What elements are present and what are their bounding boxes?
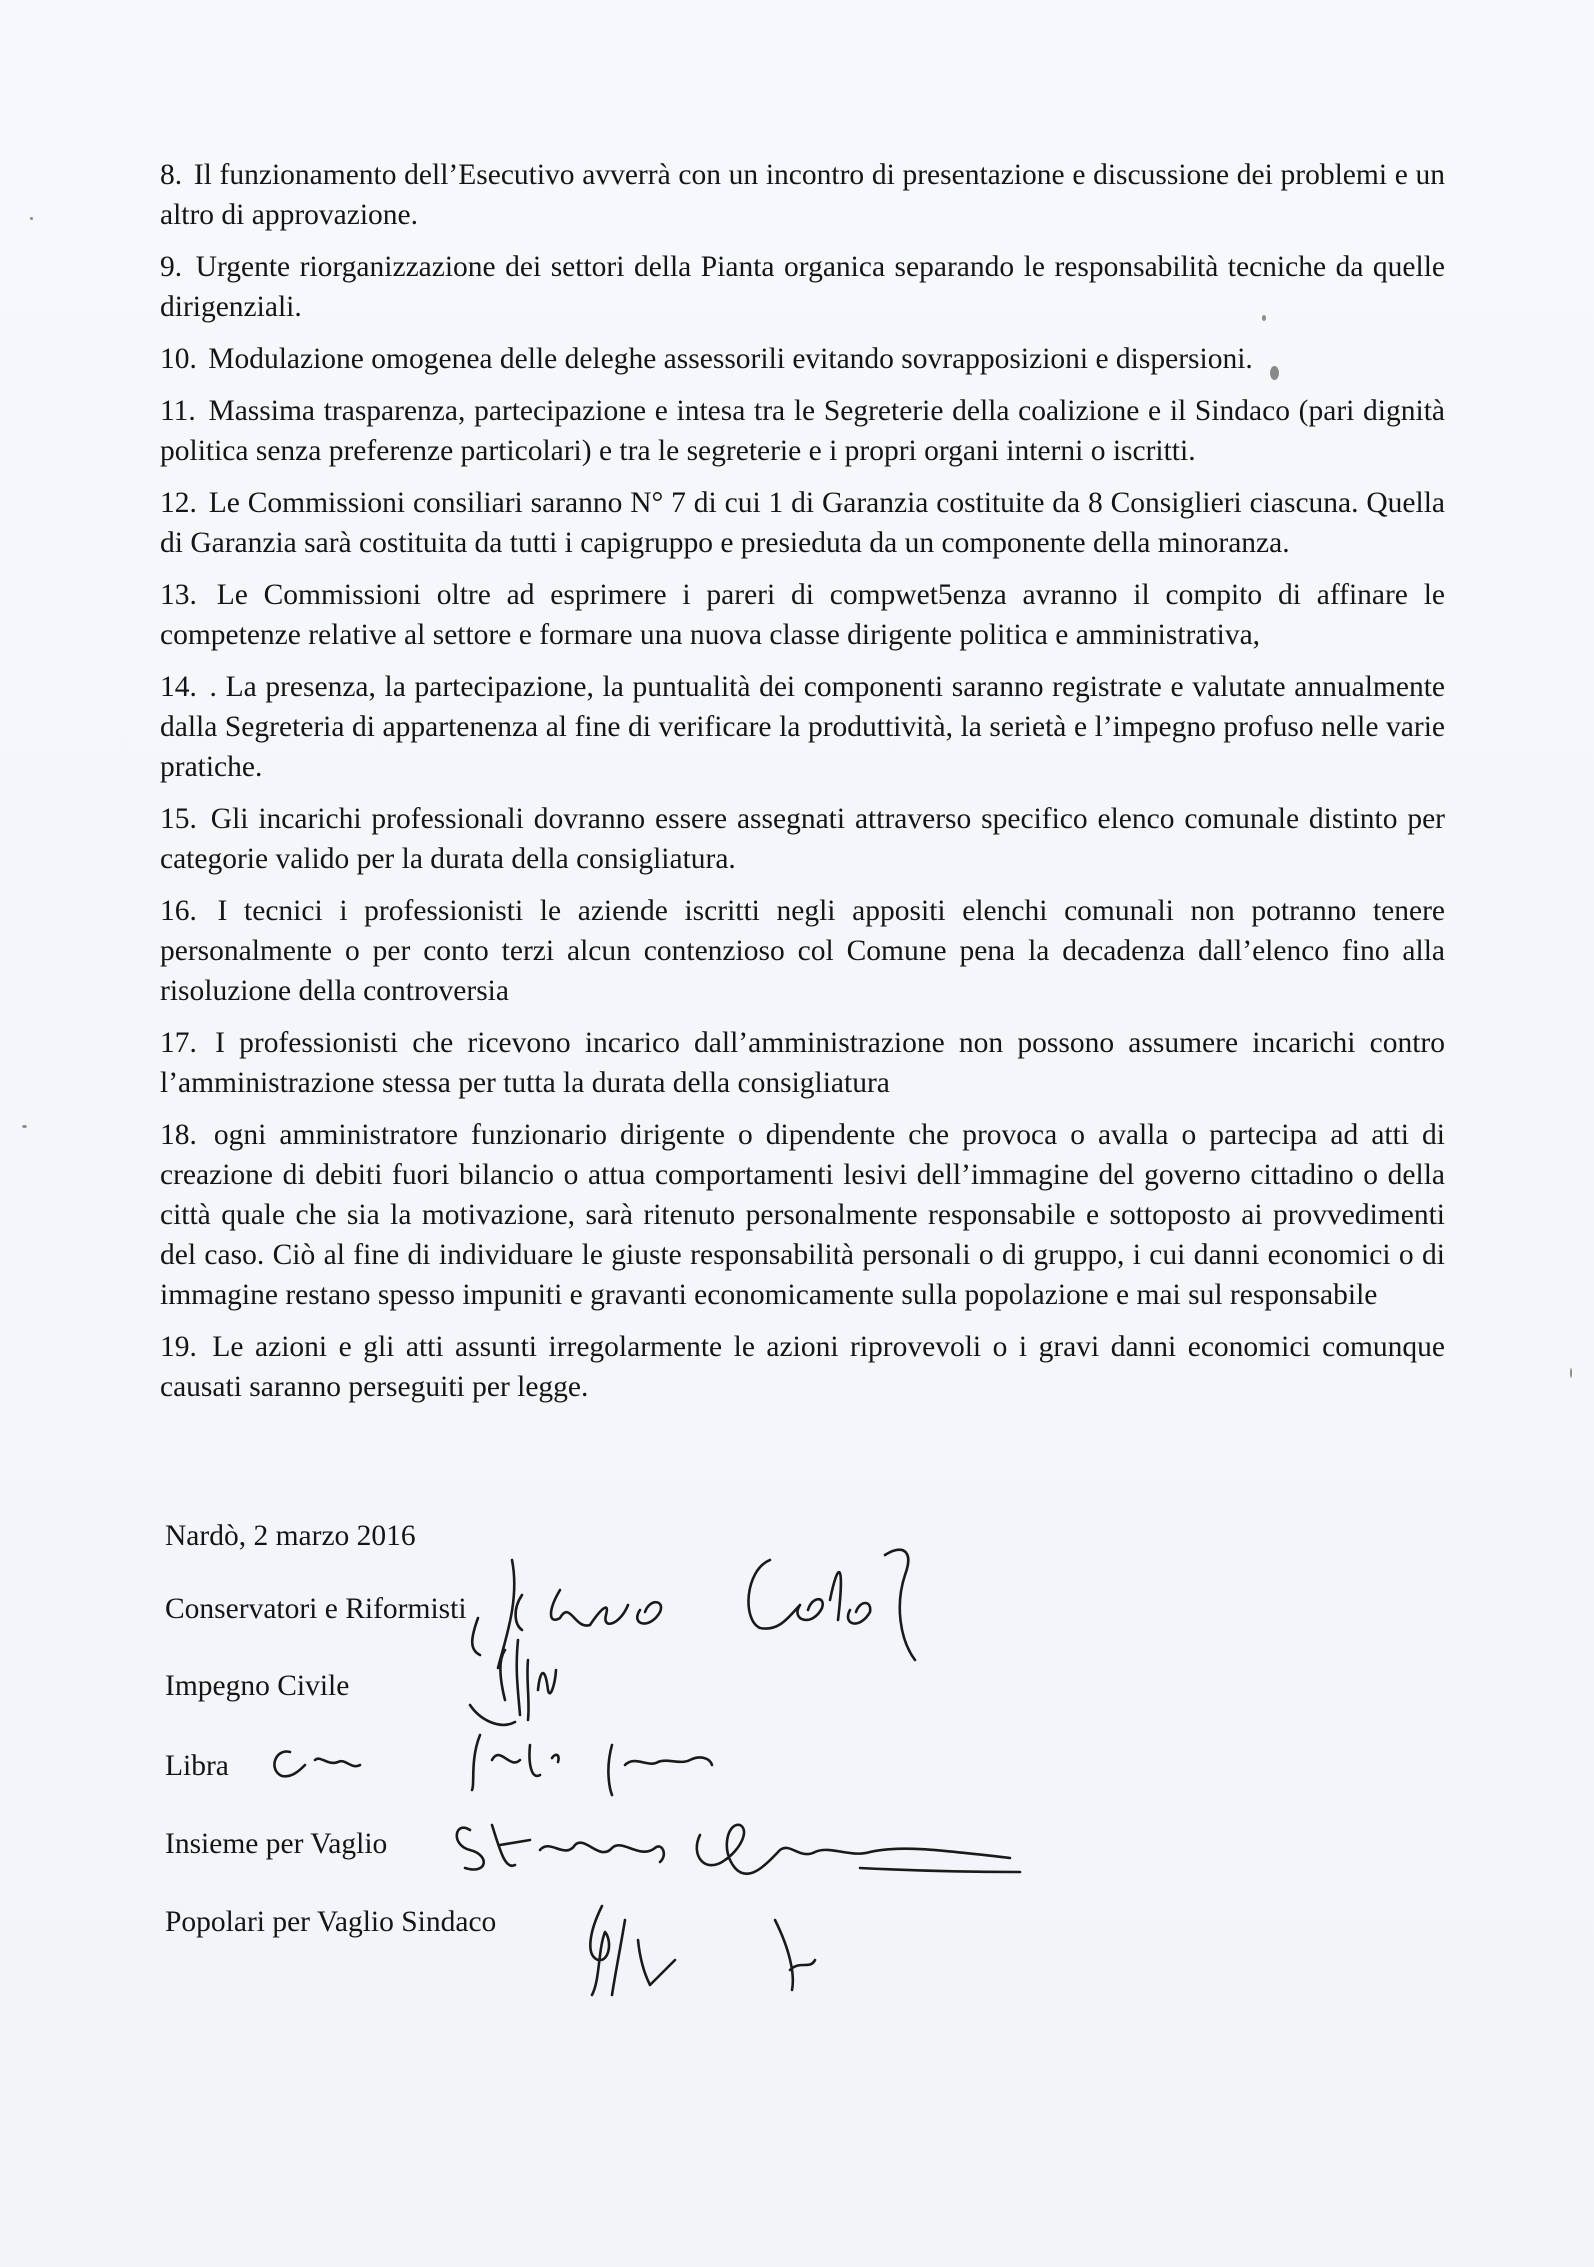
item-text: Le Commissioni consiliari saranno N° 7 di cui 1 di Garanzia costituite da 8 Consiglieri ciascuna. Quella di Garanzia sarà costituita da tutti i capigruppo e presieduta da un componente della minoranza. (160, 487, 1446, 559)
list-item-17 (160, 1023, 1445, 1103)
item-text: Urgente riorganizzazione dei settori della Pianta organica separando le responsabilità tecniche da quelle dirigenziali. (160, 251, 1446, 323)
place-date: Nardò, 2 marzo 2016 (165, 1520, 416, 1552)
ink-speck (1262, 315, 1266, 321)
signature-1 (472, 1550, 915, 1668)
list-item-14 (160, 667, 1445, 787)
item-text: Le Commissioni oltre ad esprimere i pareri di compwet5enza avranno il compito di affinare le competenze relative al settore e formare una nuova classe dirigente politica e amministrativa, (160, 579, 1445, 651)
item-number: 17. (160, 1027, 197, 1059)
list-item-11 (160, 391, 1445, 471)
item-text: I tecnici i professionisti le aziende iscritti negli appositi elenchi comunali non potranno tenere personalmente o per conto terzi alcun contenzioso col Comune pena la decadenza dall’elenco fino alla risoluzione della controversia (160, 895, 1446, 1007)
list-item-9 (160, 247, 1445, 327)
item-number: 12. (160, 487, 197, 519)
item-text: I professionisti che ricevono incarico dall’amministrazione non possono assumere incarichi contro l’amministrazione stessa per tutta la durata della consigliatura (160, 1027, 1446, 1099)
item-number: 15. (160, 803, 197, 835)
list-item-16 (160, 891, 1445, 1011)
item-text: ogni amministratore funzionario dirigente o dipendente che provoca o avalla o partecipa ad atti di creazione di debiti fuori bilancio o attua comportamenti lesivi dell’immagine del governo cittadino o della città quale che sia la motivazione, sarà ritenuto personalmente responsabile e sottoposto ai provvedimenti del caso. Ciò al fine di individuare le giuste responsabilità personali o di gruppo, i cui danni economici o di immagine restano spesso impuniti e gravanti economicamente sulla popolazione e mai sul responsabile (160, 1119, 1445, 1311)
item-text: Gli incarichi professionali dovranno essere assegnati attraverso specifico elenco comunale distinto per categorie valido per la durata della consigliatura. (160, 803, 1445, 875)
signature-1-bracket (516, 1595, 522, 1630)
signatory-impegno-civile: Impegno Civile (165, 1670, 350, 1702)
item-number: 19. (160, 1331, 197, 1363)
item-text: Il funzionamento dell’Esecutivo avverrà con un incontro di presentazione e discussione dei problemi e un altro di approvazione. (160, 159, 1446, 231)
item-text: Le azioni e gli atti assunti irregolarmente le azioni riprovevoli o i gravi danni economici comunque causati saranno perseguiti per legge. (160, 1331, 1446, 1403)
item-number: 9. (160, 251, 183, 283)
signatory-libra: Libra (165, 1750, 229, 1782)
list-item-19 (160, 1327, 1445, 1407)
list-item-18 (160, 1115, 1445, 1315)
item-number: 18. (160, 1119, 197, 1151)
signatory-conservatori: Conservatori e Riformisti (165, 1593, 467, 1625)
item-number: 8. (160, 159, 183, 191)
signature-4 (457, 1825, 1020, 1874)
item-number: 14. (160, 671, 197, 703)
item-text: . La presenza, la partecipazione, la puntualità dei componenti saranno registrate e valutate annualmente dalla Segreteria di appartenenza al fine di verificare la produttività, la serietà e l’impegno profuso nelle varie pratiche. (160, 671, 1446, 783)
signatory-insieme-per-vaglio: Insieme per Vaglio (165, 1828, 388, 1860)
item-text: Modulazione omogenea delle deleghe assessorili evitando sovrapposizioni e dispersioni. (208, 343, 1253, 375)
signature-5 (590, 1906, 815, 1995)
ink-speck (1570, 1368, 1572, 1378)
ink-speck (1270, 366, 1279, 380)
signature-2 (470, 1640, 556, 1725)
list-item-10 (160, 339, 1445, 379)
list-item-15 (160, 799, 1445, 879)
item-text: Massima trasparenza, partecipazione e intesa tra le Segreterie della coalizione e il Sindaco (pari dignità politica senza preferenze particolari) e tra le segreterie e i propri organi interni o iscritti. (160, 395, 1445, 467)
list-item-12 (160, 483, 1445, 563)
item-number: 13. (160, 579, 197, 611)
item-number: 11. (160, 395, 196, 427)
document-body (160, 155, 1445, 1419)
item-number: 16. (160, 895, 197, 927)
list-item-8 (160, 155, 1445, 235)
ink-speck (30, 217, 33, 220)
ink-speck (22, 1125, 27, 1128)
item-number: 10. (160, 343, 197, 375)
signatory-popolari-per-vaglio: Popolari per Vaglio Sindaco (165, 1906, 497, 1938)
signature-3 (274, 1735, 712, 1795)
list-item-13 (160, 575, 1445, 655)
